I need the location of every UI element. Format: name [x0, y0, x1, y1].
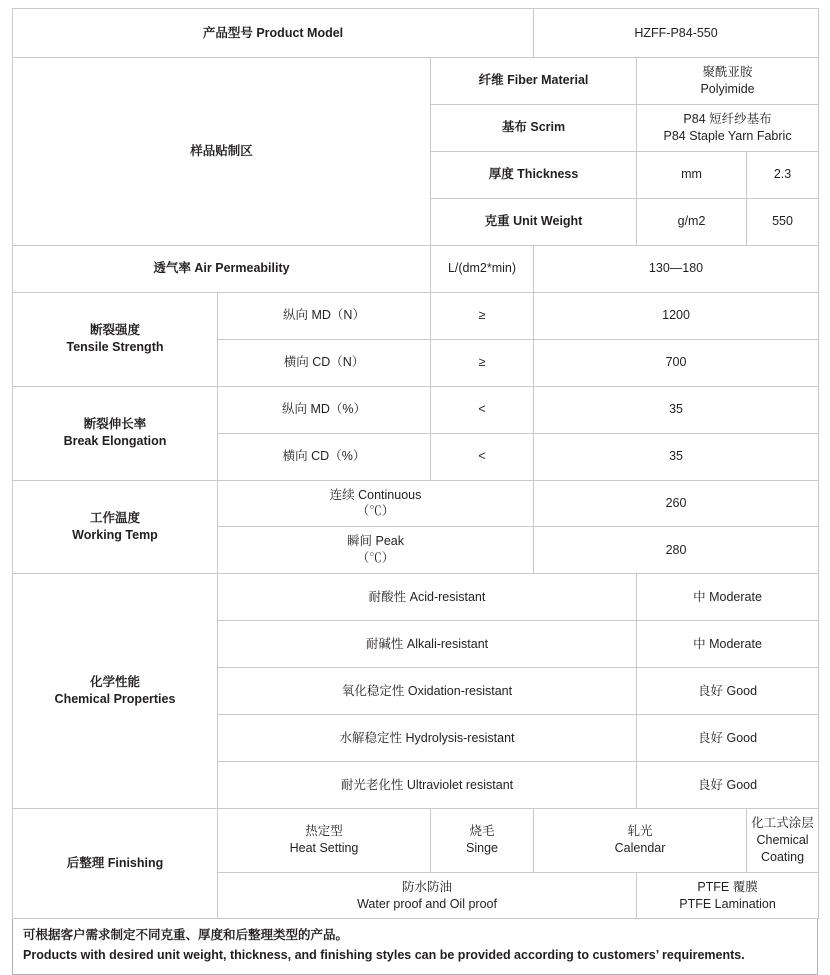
working-temp-peak-value: 280 [534, 527, 819, 574]
finishing-extra-ptfe [637, 872, 819, 919]
finishing-option-singe [431, 809, 534, 873]
scrim-value [637, 104, 819, 151]
tensile-strength-label-cn: 断裂强度 [89, 323, 140, 338]
break-elongation-label-cn: 断裂伸长率 [83, 417, 147, 432]
customization-note [12, 919, 818, 975]
working-temp-label-en: Working Temp [72, 527, 158, 542]
tensile-md-item: 纵向 MD（N） [218, 292, 431, 339]
tensile-strength-label [13, 292, 218, 386]
fiber-value-cn: 聚酰亚胺 [702, 65, 753, 79]
table-row [13, 9, 819, 58]
break-elongation-label-en: Break Elongation [63, 434, 167, 448]
product-model-label: 产品型号 Product Model [13, 9, 534, 58]
elongation-cd-op: < [431, 433, 534, 480]
elongation-cd-item: 横向 CD（%） [218, 433, 431, 480]
thickness-label: 厚度 Thickness [431, 151, 637, 198]
customization-note-cn: 可根据客户需求制定不同克重、厚度和后整理类型的产品。 [23, 928, 349, 943]
finishing-option-calendar [534, 809, 747, 873]
table-row [13, 292, 819, 339]
elongation-md-value: 35 [534, 386, 819, 433]
finishing-label: 后整理 Finishing [13, 809, 218, 919]
chemical-item-uv: 耐光老化性 Ultraviolet resistant [218, 762, 637, 809]
tensile-cd-value: 700 [534, 339, 819, 386]
specification-table [12, 8, 819, 919]
chemical-item-alkali: 耐碱性 Alkali-resistant [218, 621, 637, 668]
finishing-extra-waterproof [218, 872, 637, 919]
finishing-extra-waterproof-cn: 防水防油 [402, 879, 453, 894]
table-row [13, 245, 819, 292]
tensile-cd-op: ≥ [431, 339, 534, 386]
unit-weight-label: 克重 Unit Weight [431, 198, 637, 245]
finishing-extra-ptfe-en: PTFE Lamination [679, 896, 776, 911]
chemical-properties-label-cn: 化学性能 [89, 675, 140, 690]
scrim-label: 基布 Scrim [431, 104, 637, 151]
finishing-option-heat-setting-en: Heat Setting [289, 841, 359, 856]
working-temp-label [13, 480, 218, 574]
chemical-item-hydrolysis: 水解稳定性 Hydrolysis-resistant [218, 715, 637, 762]
tensile-strength-label-en: Tensile Strength [66, 340, 164, 354]
finishing-option-singe-en: Singe [466, 841, 498, 856]
thickness-unit: mm [637, 151, 747, 198]
working-temp-continuous-item [218, 480, 534, 527]
fiber-value-en: Polyimide [700, 81, 755, 96]
chemical-properties-label-en: Chemical Properties [54, 692, 176, 706]
finishing-extra-waterproof-en: Water proof and Oil proof [357, 896, 497, 911]
finishing-extra-ptfe-cn: PTFE 覆膜 [697, 879, 758, 894]
finishing-option-calendar-en: Calendar [614, 841, 666, 856]
table-row [13, 58, 819, 105]
finishing-option-heat-setting [218, 809, 431, 873]
air-permeability-value: 130—180 [534, 245, 819, 292]
customization-note-en: Products with desired unit weight, thickness, and finishing styles can be provided according to customers’ requirements. [23, 947, 745, 962]
working-temp-continuous-unit: （℃） [356, 504, 395, 519]
air-permeability-label: 透气率 Air Permeability [13, 245, 431, 292]
table-row [13, 574, 819, 621]
chemical-value-hydrolysis: 良好 Good [637, 715, 819, 762]
elongation-md-item: 纵向 MD（%） [218, 386, 431, 433]
chemical-value-oxidation: 良好 Good [637, 668, 819, 715]
chemical-value-acid: 中 Moderate [637, 574, 819, 621]
working-temp-peak-cn: 瞬间 Peak [347, 534, 404, 549]
table-row [13, 809, 819, 873]
scrim-value-cn: P84 短纤纱基布 [683, 111, 772, 126]
tensile-md-value: 1200 [534, 292, 819, 339]
break-elongation-label [13, 386, 218, 480]
elongation-md-op: < [431, 386, 534, 433]
finishing-option-coating [747, 809, 819, 873]
finishing-option-singe-cn: 烧毛 [469, 824, 495, 839]
fiber-label: 纤维 Fiber Material [431, 58, 637, 105]
chemical-properties-label [13, 574, 218, 809]
elongation-cd-value: 35 [534, 433, 819, 480]
chemical-item-acid: 耐酸性 Acid-resistant [218, 574, 637, 621]
tensile-cd-item: 横向 CD（N） [218, 339, 431, 386]
working-temp-continuous-cn: 连续 Continuous [329, 487, 422, 502]
finishing-option-coating-en: Chemical Coating [756, 832, 809, 864]
thickness-value: 2.3 [747, 151, 819, 198]
working-temp-peak-unit: （℃） [356, 551, 395, 566]
table-row [13, 386, 819, 433]
working-temp-peak-item [218, 527, 534, 574]
chemical-value-uv: 良好 Good [637, 762, 819, 809]
air-permeability-unit: L/(dm2*min) [431, 245, 534, 292]
working-temp-label-cn: 工作温度 [89, 510, 140, 525]
finishing-option-heat-setting-cn: 热定型 [305, 824, 343, 839]
unit-weight-unit: g/m2 [637, 198, 747, 245]
table-row [13, 480, 819, 527]
tensile-md-op: ≥ [431, 292, 534, 339]
finishing-option-coating-cn: 化工式涂层 [751, 816, 814, 830]
working-temp-continuous-value: 260 [534, 480, 819, 527]
finishing-option-calendar-cn: 轧光 [627, 824, 653, 839]
scrim-value-en: P84 Staple Yarn Fabric [663, 128, 792, 143]
unit-weight-value: 550 [747, 198, 819, 245]
sample-area-label: 样品贴制区 [13, 58, 431, 246]
fiber-value [637, 58, 819, 105]
product-model-value: HZFF-P84-550 [534, 9, 819, 58]
chemical-item-oxidation: 氧化稳定性 Oxidation-resistant [218, 668, 637, 715]
chemical-value-alkali: 中 Moderate [637, 621, 819, 668]
